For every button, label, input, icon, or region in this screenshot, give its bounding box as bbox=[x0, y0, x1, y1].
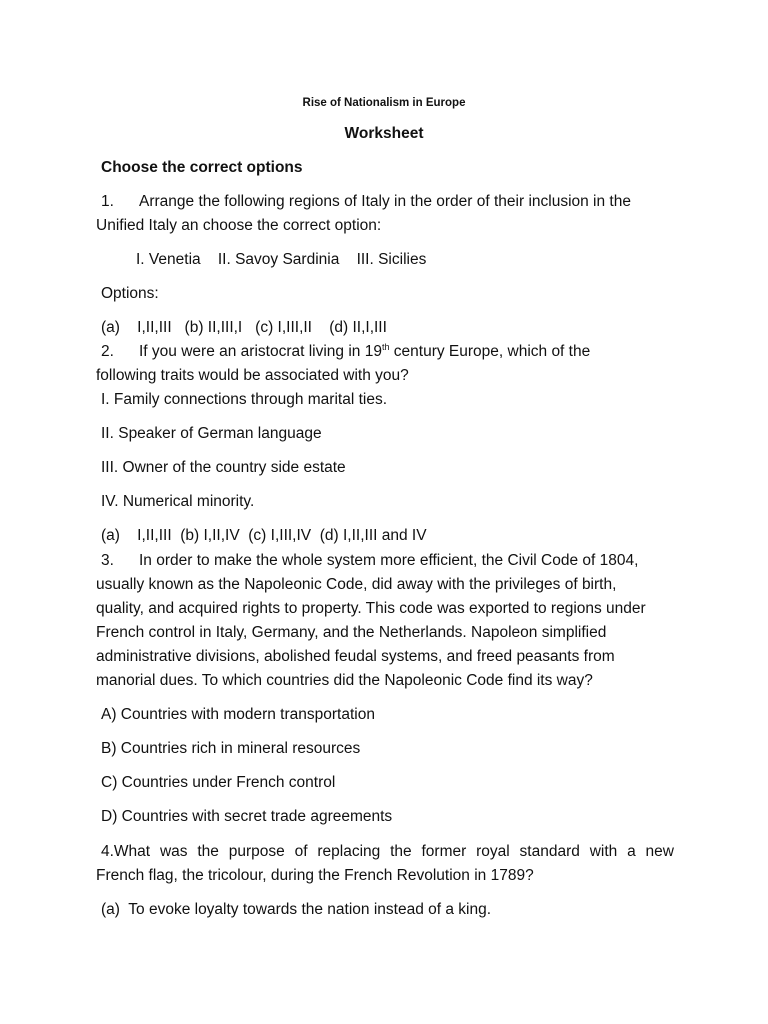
q2-text-1b: century Europe, which of the bbox=[389, 343, 591, 360]
document-subtitle: Rise of Nationalism in Europe bbox=[302, 97, 466, 109]
q1-text-1: Arrange the following regions of Italy in the order of their inclusion in the bbox=[139, 193, 631, 210]
q2-text-1a: If you were an aristocrat living in 19 bbox=[139, 343, 382, 360]
q2-superscript: th bbox=[381, 341, 390, 352]
q2-trait-1: I. Family connections through marital ties. bbox=[101, 391, 388, 408]
q2-line-1 bbox=[101, 340, 674, 364]
q3-option-b: B) Countries rich in mineral resources bbox=[101, 740, 361, 757]
q2-number: 2. bbox=[101, 343, 114, 360]
q4-line-1: 4.What was the purpose of replacing the former royal standard with a new bbox=[101, 843, 674, 860]
q1-options: (a) I,II,III (b) II,III,I (c) I,III,II (d) II,I,III bbox=[101, 319, 387, 336]
q3-number: 3. bbox=[101, 552, 114, 569]
q3-option-c: C) Countries under French control bbox=[101, 774, 336, 791]
q2-line-2: following traits would be associated with you? bbox=[96, 367, 409, 384]
q3-line-3: quality, and acquired rights to property. This code was exported to regions under bbox=[96, 600, 646, 617]
document-title: Worksheet bbox=[344, 125, 424, 142]
q2-trait-4: IV. Numerical minority. bbox=[101, 493, 255, 510]
q1-line-2: Unified Italy an choose the correct option: bbox=[96, 217, 382, 234]
q2-trait-2: II. Speaker of German language bbox=[101, 425, 322, 442]
instruction-heading: Choose the correct options bbox=[101, 159, 303, 176]
q1-regions: I. Venetia II. Savoy Sardinia III. Sicilies bbox=[136, 251, 427, 268]
q2-options: (a) I,II,III (b) I,II,IV (c) I,III,IV (d) I,II,III and IV bbox=[101, 527, 427, 544]
q3-line-6: manorial dues. To which countries did the Napoleonic Code find its way? bbox=[96, 672, 593, 689]
q3-line-4: French control in Italy, Germany, and the Netherlands. Napoleon simplified bbox=[96, 624, 607, 641]
q2-trait-3: III. Owner of the country side estate bbox=[101, 459, 346, 476]
q3-line-2: usually known as the Napoleonic Code, did away with the privileges of birth, bbox=[96, 576, 617, 593]
q4-line-2: French flag, the tricolour, during the French Revolution in 1789? bbox=[96, 867, 534, 884]
q1-options-label: Options: bbox=[101, 285, 159, 302]
q1-line-1 bbox=[101, 190, 674, 214]
q3-option-d: D) Countries with secret trade agreements bbox=[101, 808, 393, 825]
q3-line-5: administrative divisions, abolished feudal systems, and freed peasants from bbox=[96, 648, 615, 665]
q3-option-a: A) Countries with modern transportation bbox=[101, 706, 375, 723]
q1-number: 1. bbox=[101, 193, 114, 210]
q3-text-1: In order to make the whole system more efficient, the Civil Code of 1804, bbox=[139, 552, 639, 569]
q3-line-1 bbox=[101, 549, 674, 573]
q4-option-a: (a) To evoke loyalty towards the nation instead of a king. bbox=[101, 901, 492, 918]
